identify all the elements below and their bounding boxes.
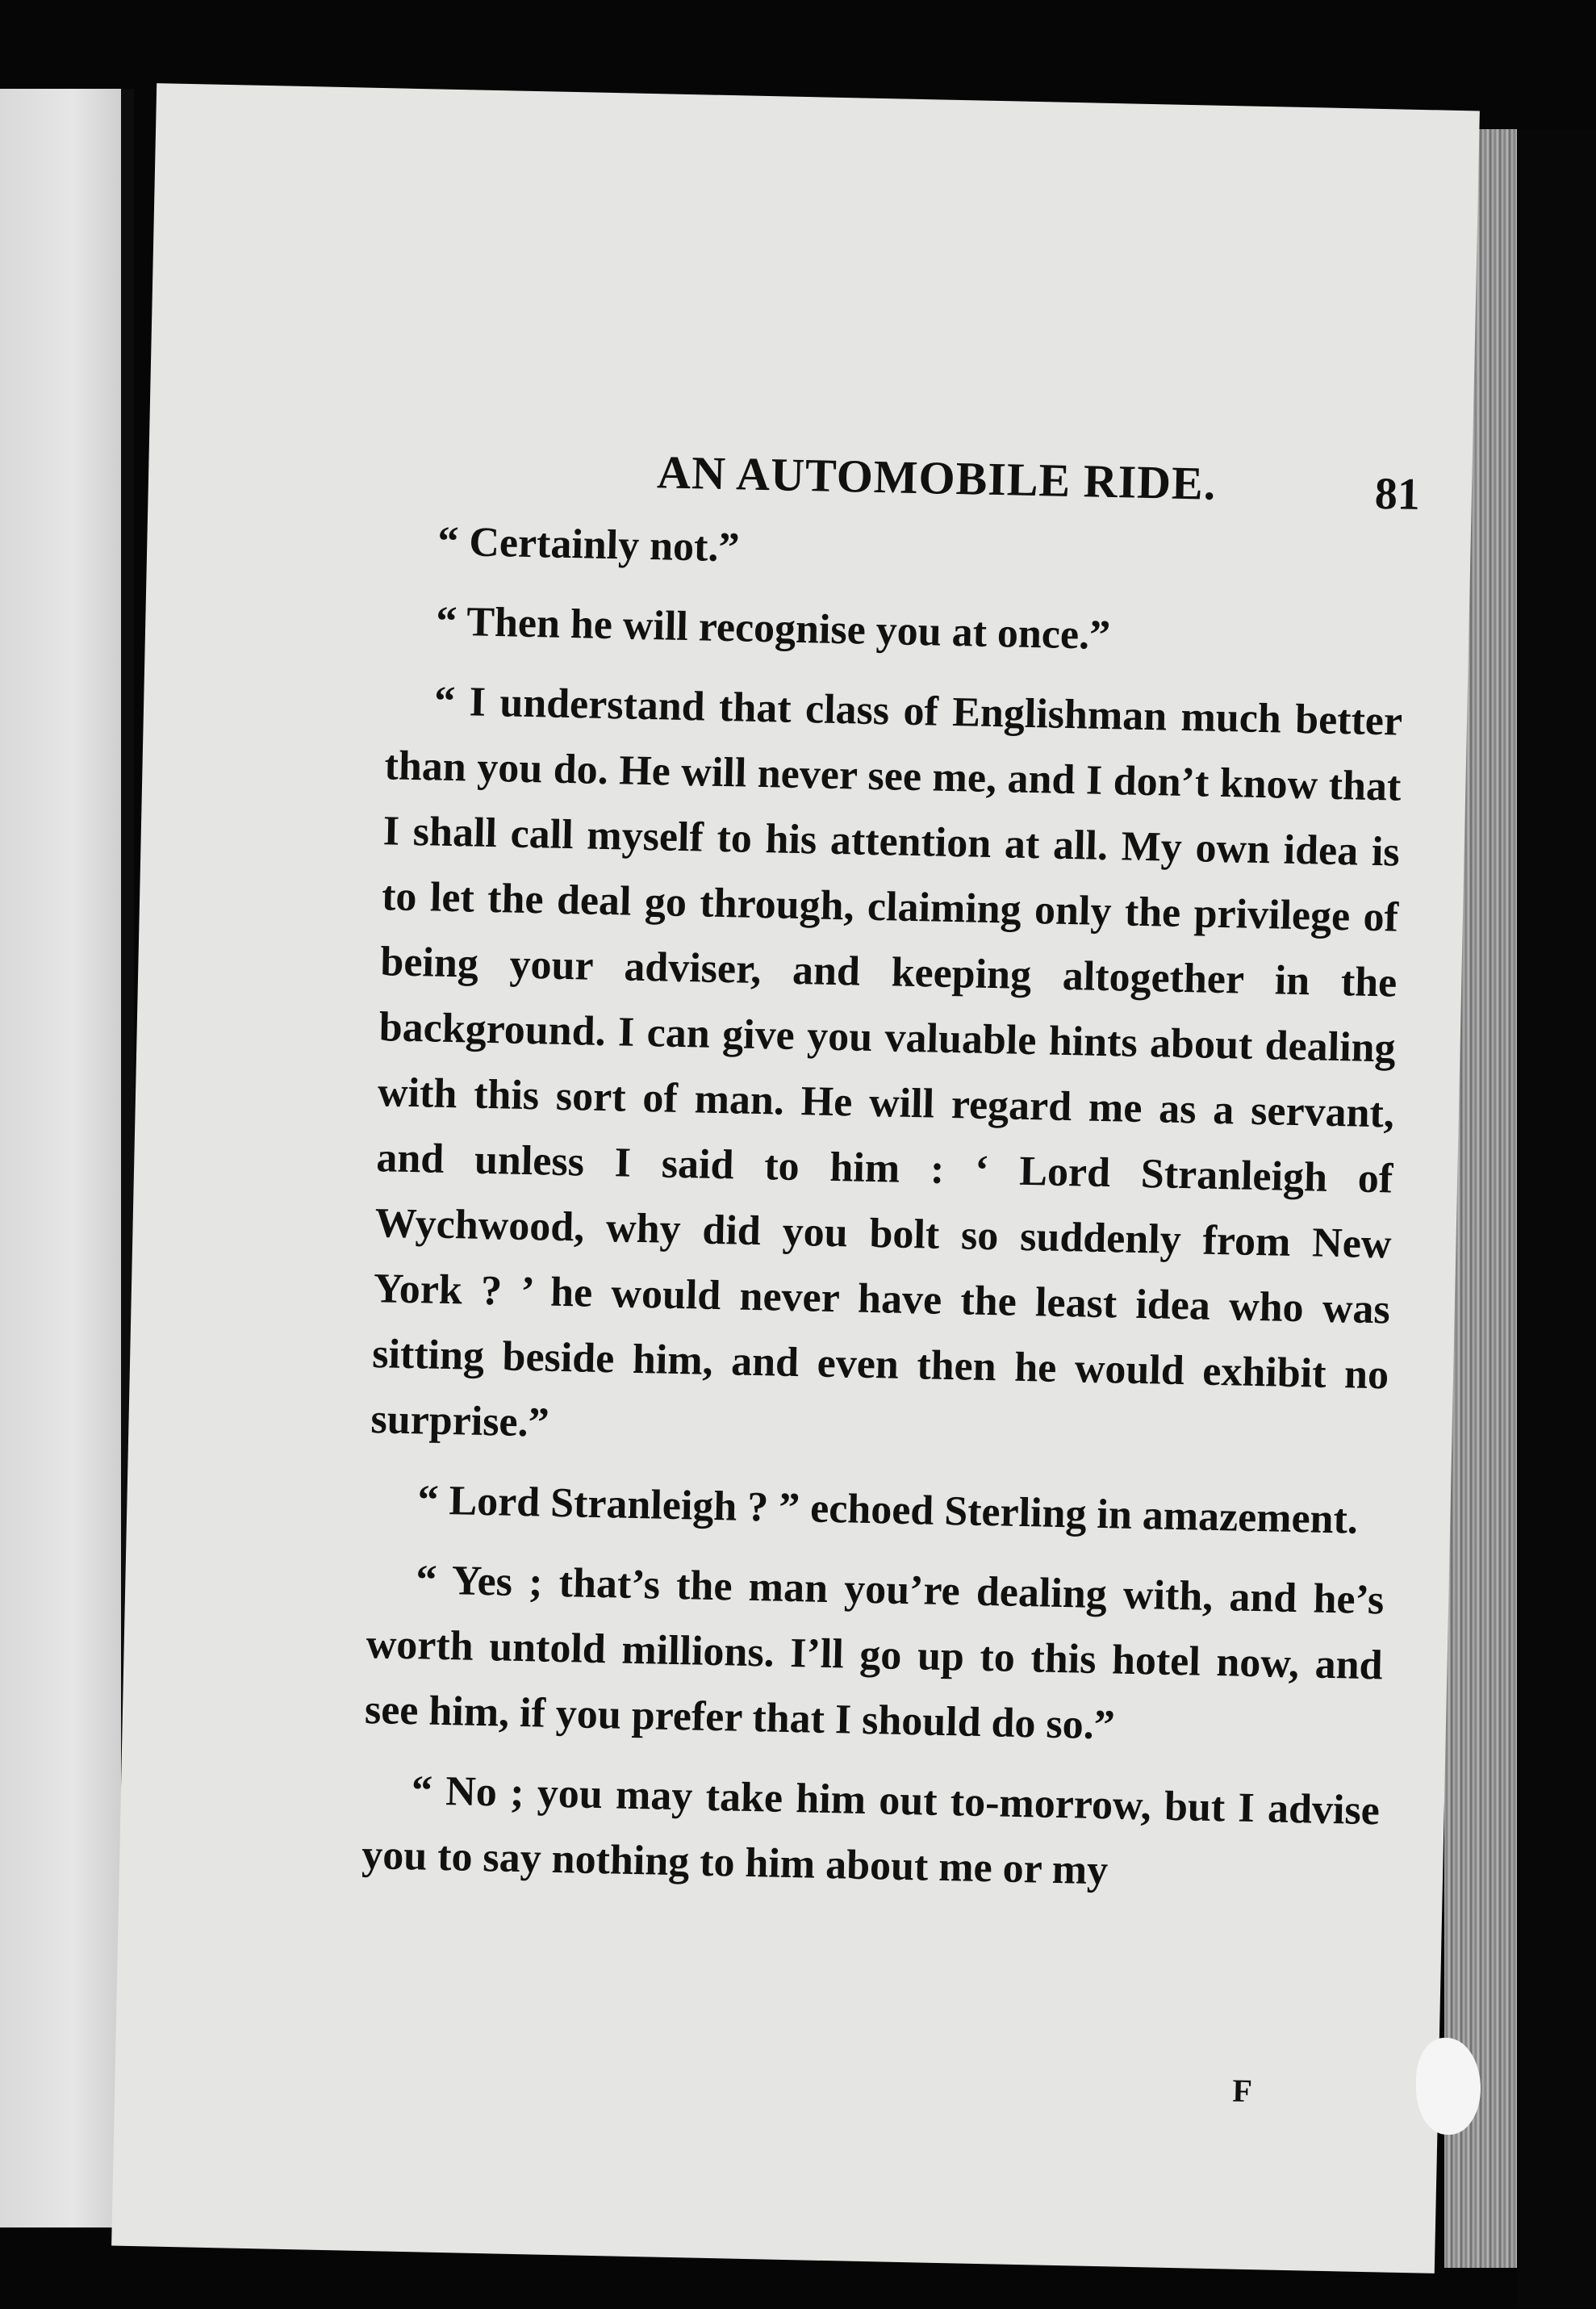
torn-page-spot	[1416, 2038, 1481, 2135]
body-text	[361, 508, 1406, 1923]
signature-mark: F	[1231, 2072, 1253, 2110]
page-number: 81	[1374, 468, 1421, 521]
paragraph: “ I understand that class of Englishman much better than you do. He will never see me, and I don’t know that I shall call myself to his attention at all. My own idea is to let the deal go through, claiming only the privilege of being your adviser, and keeping altogether in the background. I can give you valuable hints about dealing with this sort of man. He will regard me as a servant, and unless I said to him : ‘ Lord Stranleigh of Wychwood, why did you bolt so suddenly from New York ? ’ he would never have the least idea who was sitting beside him, and even then he would exhibit no surprise.”	[370, 678, 1403, 1446]
running-title: AN AUTOMOBILE RIDE.	[656, 445, 1217, 510]
paragraph: “ Then he will recognise you at once.”	[435, 598, 1111, 659]
paragraph: “ Yes ; that’s the man you’re dealing with, and he’s worth untold millions. I’ll go up to this hotel now, and see him, if you prefer that I should do so.”	[364, 1557, 1385, 1749]
book-page	[111, 83, 1480, 2273]
running-header	[491, 333, 1459, 521]
paragraph: “ No ; you may take him out to-morrow, but I advise you to say nothing to him about me or my	[361, 1767, 1381, 1894]
facing-page-edge	[0, 89, 121, 2227]
paragraph: “ Lord Stranleigh ? ” echoed Sterling in amazement.	[416, 1477, 1359, 1543]
scan-border	[1517, 129, 1596, 2308]
paragraph: “ Certainly not.”	[437, 518, 741, 571]
